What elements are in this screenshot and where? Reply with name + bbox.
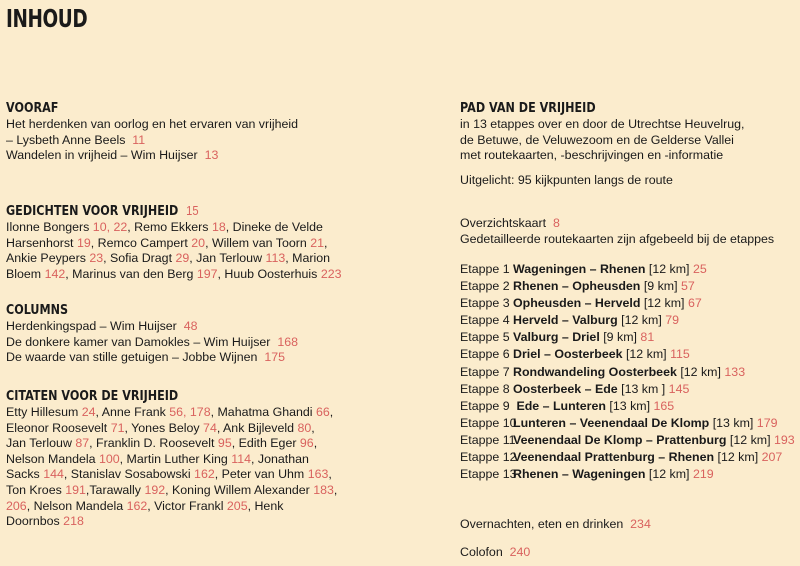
page-number: 163 (307, 467, 329, 482)
etappe-row (460, 312, 795, 329)
vooraf-line: – Lysbeth Anne Beels 11 (6, 132, 146, 147)
name-text: Sacks (6, 467, 44, 482)
page-number: 162 (194, 467, 215, 482)
list-item (6, 467, 337, 483)
name-text: , Peter van Uhm (214, 467, 308, 482)
etappe-distance: [12 km] (648, 262, 690, 276)
page-number: 67 (687, 296, 702, 311)
etappe-number: Etappe 5 (460, 330, 510, 345)
vooraf-line: Het herdenken van oorlog en het ervaren van vrijheid (6, 117, 299, 131)
name-text: , (328, 467, 332, 482)
list-item (6, 421, 337, 437)
page-number: 218 (63, 514, 84, 529)
name-text: Nelson Mandela (6, 451, 99, 466)
etappe-route: Rhenen – Wageningen (513, 467, 646, 482)
etappe-number: Etappe 4 (460, 313, 510, 328)
etappe-distance: [12 km] (717, 450, 759, 465)
etappe-distance: [13 km ] (621, 381, 666, 396)
page-number: 115 (670, 347, 690, 362)
etappe-distance: [9 km] (603, 330, 637, 345)
page-number: 100 (98, 451, 120, 466)
page-number: 162 (126, 498, 148, 513)
page-number: 29 (175, 251, 190, 266)
etappe-number: Etappe 2 (460, 279, 510, 294)
name-text: , Edith Eger (231, 436, 300, 451)
name-text: , Franklin D. Roosevelt (89, 436, 218, 451)
name-text: , Henk (247, 498, 284, 513)
etappe-route: Veenendaal Prattenburg – Rhenen (513, 450, 715, 465)
name-text: , Remco Campert (90, 235, 192, 250)
etappe-route: Veenendaal De Klomp – Prattenburg (513, 432, 727, 447)
name-text: , Stanislav Sosabowski (63, 467, 195, 482)
etappe-number: Etappe 8 (460, 381, 510, 396)
etappe-number: Etappe 11 (460, 432, 516, 447)
page-number: 95 (217, 436, 232, 451)
page-number: 205 (226, 498, 248, 513)
list-item: De donkere kamer van Damokles – Wim Huijser 168 (6, 334, 298, 349)
etappe-route: Valburg – Driel (513, 330, 600, 345)
name-text: Harsenhorst (6, 235, 77, 250)
page-number: 18 (211, 220, 226, 234)
page-number: 80 (297, 420, 312, 435)
etappe-row (460, 415, 795, 432)
list-item (6, 251, 342, 267)
etappe-row (460, 466, 795, 483)
page-number: 179 (756, 415, 778, 430)
overzicht-line: Overzichtskaart 8 (460, 216, 560, 230)
page-number: 71 (110, 420, 125, 435)
section-pad (460, 100, 744, 164)
pad-line: de Betuwe, de Veluwezoom en de Gelderse Vallei (460, 132, 734, 147)
etappe-list (460, 261, 795, 483)
page-number: 207 (761, 450, 783, 465)
page-number: 56, 178 (169, 405, 211, 419)
etappe-route: Oosterbeek – Ede (513, 381, 618, 396)
page-number: 24 (81, 405, 96, 419)
etappe-row (460, 261, 795, 278)
name-text: , Anne Frank (95, 405, 170, 419)
list-item (6, 452, 337, 468)
section-heading-vooraf: VOORAF (6, 101, 59, 116)
section-columns (6, 302, 298, 366)
gedetailleerd-line: Gedetailleerde routekaarten zijn afgebeeld bij de etappes (460, 231, 775, 246)
name-text: , Jonathan (251, 451, 309, 466)
etappe-distance: [12 km] (680, 364, 721, 379)
page-number: 57 (681, 279, 695, 294)
page-number: 145 (668, 381, 690, 396)
etappe-number: Etappe 7 (460, 364, 510, 379)
section-vooraf (6, 100, 298, 164)
page-number: 197 (196, 266, 218, 281)
etappe-number: Etappe 13 (460, 467, 517, 482)
name-text: , (333, 482, 338, 497)
vooraf-line: Wandelen in vrijheid – Wim Huijser 13 (6, 148, 219, 163)
name-text: , Ank Bijleveld (216, 420, 298, 435)
page-number: 81 (640, 330, 655, 345)
etappe-distance: [12 km] (643, 296, 685, 311)
page-number: 74 (203, 420, 217, 435)
page-number: 113 (265, 251, 286, 266)
page-number: 20 (191, 235, 206, 250)
name-text: , Marion (285, 251, 330, 266)
name-text: , Mahatma Ghandi (210, 405, 316, 419)
etappe-row (460, 381, 795, 398)
page-number: 87 (75, 436, 90, 451)
page-number: 11 (132, 132, 146, 147)
etappe-number: Etappe 6 (460, 347, 510, 362)
etappe-row (460, 329, 795, 346)
name-text: , Martin Luther King (119, 451, 232, 466)
section-citaten (6, 388, 337, 530)
page-number: 219 (692, 467, 714, 482)
etappe-row (460, 346, 795, 363)
name-text: , Remo Ekkers (127, 220, 212, 234)
name-text: , Dineke de Velde (225, 220, 323, 234)
etappe-row (460, 364, 795, 381)
etappe-row (460, 278, 795, 295)
overnachten-line: Overnachten, eten en drinken 234 (460, 517, 651, 531)
page-number: 142 (44, 266, 66, 281)
page-number: 21 (310, 235, 324, 250)
citaten-list (6, 405, 337, 530)
page-number: 19 (76, 235, 91, 250)
etappe-row (460, 398, 795, 415)
page-number: 191 (65, 482, 86, 497)
name-text: , Yones Beloy (124, 420, 204, 435)
page-number: 206 (6, 498, 27, 513)
list-item (6, 236, 342, 252)
name-text: , (324, 235, 328, 250)
section-heading-gedichten: GEDICHTEN VOOR VRIJHEID 15 (6, 203, 199, 219)
name-text: , (313, 436, 318, 451)
uitgelicht-text: Uitgelicht: 95 kijkpunten langs de route (460, 173, 673, 187)
page-number: 114 (231, 451, 252, 466)
page-number: 133 (724, 364, 746, 379)
etappe-distance: [13 km] (712, 415, 754, 430)
page-number: 183 (313, 482, 334, 497)
page-number: 10, 22 (92, 220, 128, 234)
page-number: 66 (315, 405, 330, 419)
list-item (6, 436, 337, 452)
list-item (6, 499, 337, 515)
name-text: Etty Hillesum (6, 405, 82, 419)
etappe-route: Driel – Oosterbeek (513, 347, 623, 362)
list-item: Herdenkingspad – Wim Huijser 48 (6, 319, 198, 333)
etappe-route: Rondwandeling Oosterbeek (513, 364, 677, 379)
etappe-distance: [12 km] (625, 347, 667, 362)
name-text: Eleonor Roosevelt (6, 420, 111, 435)
etappe-row (460, 449, 795, 466)
name-text: Doornbos (6, 514, 64, 529)
list-item (6, 514, 337, 530)
page-number: 25 (692, 262, 707, 276)
page-number: 96 (299, 436, 314, 451)
section-gedichten (6, 202, 342, 282)
name-text: , Jan Terlouw (189, 251, 266, 266)
page-title: INHOUD (6, 4, 88, 33)
gedichten-list (6, 220, 342, 282)
name-text: , Sofia Dragt (103, 251, 176, 266)
name-text: , Victor Frankl (147, 498, 227, 513)
etappe-route: Ede – Lunteren (513, 398, 606, 413)
list-item (6, 220, 342, 236)
page-number: 144 (43, 467, 64, 482)
list-item (6, 405, 337, 421)
name-text: , Marinus van den Berg (65, 266, 197, 281)
etappe-route: Opheusden – Herveld (513, 296, 641, 311)
etappe-distance: [9 km] (643, 279, 678, 294)
overzicht-block (460, 216, 774, 247)
etappe-distance: [12 km] (621, 313, 662, 328)
etappe-distance: [12 km] (648, 467, 690, 482)
name-text: Jan Terlouw (6, 436, 76, 451)
etappe-number: Etappe 1 (460, 262, 510, 276)
etappe-route: Wageningen – Rhenen (513, 262, 646, 276)
colofon-line: Colofon 240 (460, 545, 531, 559)
section-heading-citaten: CITATEN VOOR DE VRIJHEID (6, 389, 179, 404)
list-item: De waarde van stille getuigen – Jobbe Wijnen 175 (6, 350, 285, 365)
etappe-number: Etappe 12 (460, 450, 517, 465)
section-heading-pad: PAD VAN DE VRIJHEID (460, 101, 596, 116)
pad-line: in 13 etappes over en door de Utrechtse Heuvelrug, (460, 117, 745, 131)
etappe-route: Herveld – Valburg (513, 313, 618, 328)
list-item (6, 483, 337, 499)
name-text: Ton Kroes (6, 482, 66, 497)
etappe-row (460, 295, 795, 312)
etappe-distance: [12 km] (729, 432, 771, 447)
page-number: 192 (144, 482, 166, 497)
name-text: , (329, 405, 334, 419)
name-text: , Huub Oosterhuis (217, 266, 321, 281)
page-number: 13 (204, 148, 219, 163)
pad-line: met routekaarten, -beschrijvingen en -informatie (460, 148, 724, 163)
name-text: Ilonne Bongers (6, 220, 93, 234)
page-number: 193 (774, 432, 795, 447)
list-item (6, 267, 342, 283)
name-text: , Nelson Mandela (26, 498, 127, 513)
section-heading-columns: COLUMNS (6, 303, 69, 318)
etappe-route: Rhenen – Opheusden (513, 279, 641, 294)
page-number: 223 (320, 266, 342, 281)
name-text: , Koning Willem Alexander (165, 482, 314, 497)
etappe-number: Etappe 9 (460, 398, 510, 413)
name-text: Ankie Peypers (6, 251, 90, 266)
etappe-row (460, 432, 795, 449)
page-number: 79 (665, 313, 680, 328)
etappe-number: Etappe 10 (460, 415, 517, 430)
page-number: 23 (89, 251, 104, 266)
etappe-number: Etappe 3 (460, 296, 510, 311)
name-text: ,Tarawally (85, 482, 145, 497)
name-text: Bloem (6, 266, 45, 281)
etappe-route: Lunteren – Veenendaal De Klomp (513, 415, 710, 430)
name-text: , (311, 420, 315, 435)
page-number: 165 (653, 398, 675, 413)
name-text: , Willem van Toorn (205, 235, 311, 250)
etappe-distance: [13 km] (609, 398, 651, 413)
